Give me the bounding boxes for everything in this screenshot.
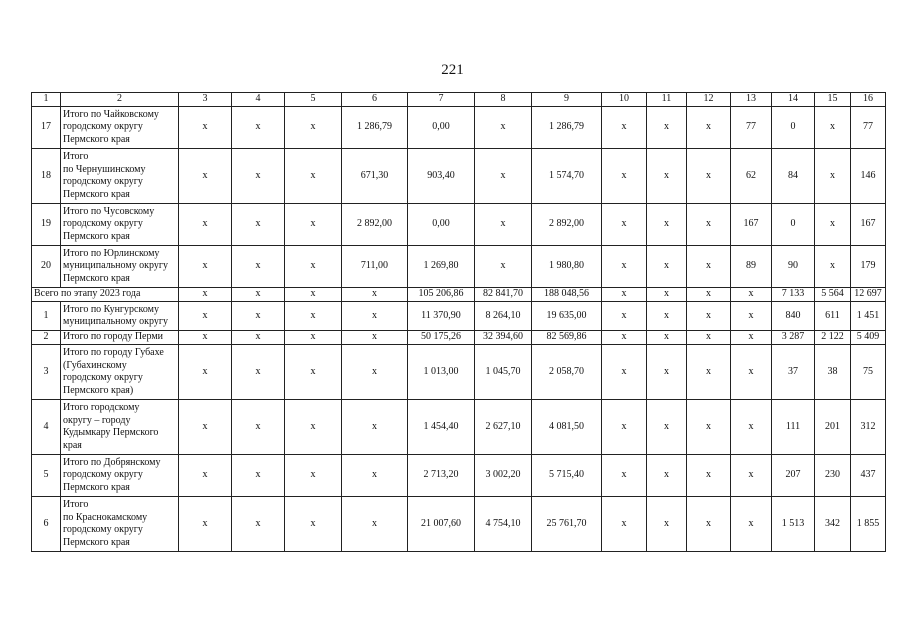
table-cell: 437 bbox=[851, 455, 886, 497]
table-cell: 5 564 bbox=[815, 288, 851, 302]
row-name: Итого по Чусовскому городскому округу Пермского края bbox=[61, 204, 179, 246]
table-cell: 89 bbox=[731, 246, 772, 288]
table-cell: 1 286,79 bbox=[532, 107, 602, 149]
table-cell: x bbox=[687, 288, 731, 302]
table-cell: x bbox=[687, 204, 731, 246]
table-cell: x bbox=[647, 288, 687, 302]
table-cell: 82 569,86 bbox=[532, 331, 602, 345]
table-cell: x bbox=[815, 149, 851, 204]
row-name: Итого по Кунгурскому муниципальному округу bbox=[61, 302, 179, 331]
table-cell: x bbox=[602, 107, 647, 149]
table-cell: x bbox=[687, 455, 731, 497]
table-cell: x bbox=[647, 246, 687, 288]
row-number: 17 bbox=[32, 107, 61, 149]
table-cell: 146 bbox=[851, 149, 886, 204]
table-cell: x bbox=[731, 331, 772, 345]
table-row bbox=[32, 149, 886, 204]
table-cell: x bbox=[179, 331, 232, 345]
table-cell: 1 269,80 bbox=[408, 246, 475, 288]
table-cell: 1 513 bbox=[772, 497, 815, 552]
table-cell: x bbox=[232, 400, 285, 455]
table-cell: 711,00 bbox=[342, 246, 408, 288]
table-cell: x bbox=[647, 400, 687, 455]
row-name: Итого по городу Губахе (Губахинскому городскому округу Пермского края) bbox=[61, 345, 179, 400]
table-cell: x bbox=[602, 204, 647, 246]
table-cell: x bbox=[602, 400, 647, 455]
table-cell: 188 048,56 bbox=[532, 288, 602, 302]
table-cell: 12 697 bbox=[851, 288, 886, 302]
table-cell: x bbox=[179, 288, 232, 302]
col-header: 1 bbox=[32, 93, 61, 107]
table-cell: x bbox=[687, 400, 731, 455]
table-cell: x bbox=[285, 204, 342, 246]
table-row bbox=[32, 400, 886, 455]
table-cell: x bbox=[475, 149, 532, 204]
row-name: Итого по Краснокамскому городскому округу Пермского края bbox=[61, 497, 179, 552]
table-cell: 62 bbox=[731, 149, 772, 204]
table-cell: x bbox=[602, 331, 647, 345]
table-row bbox=[32, 345, 886, 400]
table-cell: x bbox=[285, 400, 342, 455]
col-header: 13 bbox=[731, 93, 772, 107]
table-cell: x bbox=[687, 345, 731, 400]
table-cell: x bbox=[647, 149, 687, 204]
table-cell: 1 286,79 bbox=[342, 107, 408, 149]
table-cell: x bbox=[285, 149, 342, 204]
data-table bbox=[31, 92, 886, 552]
row-number: 1 bbox=[32, 302, 61, 331]
col-header: 8 bbox=[475, 93, 532, 107]
page-number: 221 bbox=[441, 62, 464, 78]
table-row bbox=[32, 204, 886, 246]
table-cell: 2 713,20 bbox=[408, 455, 475, 497]
table-cell: x bbox=[232, 288, 285, 302]
table-cell: x bbox=[731, 497, 772, 552]
row-number: 18 bbox=[32, 149, 61, 204]
table-cell: 37 bbox=[772, 345, 815, 400]
row-name: Итого по Юрлинскому муниципальному округу Пермского края bbox=[61, 246, 179, 288]
table-cell: 1 574,70 bbox=[532, 149, 602, 204]
table-cell: x bbox=[647, 497, 687, 552]
table-cell: 7 133 bbox=[772, 288, 815, 302]
table-cell: 1 013,00 bbox=[408, 345, 475, 400]
table-cell: x bbox=[342, 302, 408, 331]
table-cell: x bbox=[815, 107, 851, 149]
col-header: 7 bbox=[408, 93, 475, 107]
table-cell: x bbox=[602, 345, 647, 400]
table-row bbox=[32, 331, 886, 345]
table-cell: 50 175,26 bbox=[408, 331, 475, 345]
table-cell: x bbox=[687, 149, 731, 204]
col-header: 4 bbox=[232, 93, 285, 107]
table-cell: x bbox=[475, 204, 532, 246]
table-cell: x bbox=[602, 302, 647, 331]
table-cell: 1 855 bbox=[851, 497, 886, 552]
table-cell: x bbox=[232, 497, 285, 552]
table-cell: 3 287 bbox=[772, 331, 815, 345]
col-header: 3 bbox=[179, 93, 232, 107]
table-cell: x bbox=[179, 149, 232, 204]
table-cell: x bbox=[647, 302, 687, 331]
table-cell: x bbox=[285, 302, 342, 331]
table-cell: x bbox=[285, 497, 342, 552]
table-cell: 903,40 bbox=[408, 149, 475, 204]
table-cell: 2 122 bbox=[815, 331, 851, 345]
table-cell: x bbox=[602, 455, 647, 497]
table-cell: x bbox=[731, 302, 772, 331]
col-header: 11 bbox=[647, 93, 687, 107]
col-header: 2 bbox=[61, 93, 179, 107]
table-cell: 207 bbox=[772, 455, 815, 497]
table-cell: x bbox=[232, 345, 285, 400]
table-cell: x bbox=[602, 149, 647, 204]
col-header: 14 bbox=[772, 93, 815, 107]
table-cell: 19 635,00 bbox=[532, 302, 602, 331]
table-cell: x bbox=[179, 302, 232, 331]
table-cell: x bbox=[647, 345, 687, 400]
table-cell: x bbox=[342, 288, 408, 302]
table-cell: 1 454,40 bbox=[408, 400, 475, 455]
table-cell: 4 081,50 bbox=[532, 400, 602, 455]
table-cell: x bbox=[602, 497, 647, 552]
table-cell: x bbox=[232, 455, 285, 497]
table-cell: 0,00 bbox=[408, 204, 475, 246]
table-cell: 111 bbox=[772, 400, 815, 455]
row-name: Итого городскому округу – городу Кудымкару Пермского края bbox=[61, 400, 179, 455]
table-cell: x bbox=[731, 345, 772, 400]
table-cell: x bbox=[475, 107, 532, 149]
table-cell: 105 206,86 bbox=[408, 288, 475, 302]
table-cell: 312 bbox=[851, 400, 886, 455]
row-number: 19 bbox=[32, 204, 61, 246]
table-cell: 38 bbox=[815, 345, 851, 400]
table-cell: x bbox=[179, 246, 232, 288]
table-cell: 2 892,00 bbox=[342, 204, 408, 246]
table-cell: x bbox=[285, 288, 342, 302]
table-row bbox=[32, 497, 886, 552]
table-cell: x bbox=[475, 246, 532, 288]
table-cell: 5 715,40 bbox=[532, 455, 602, 497]
table-cell: x bbox=[342, 400, 408, 455]
table-cell: 167 bbox=[731, 204, 772, 246]
row-number: 20 bbox=[32, 246, 61, 288]
table-cell: x bbox=[687, 107, 731, 149]
table-cell: 84 bbox=[772, 149, 815, 204]
row-number: 3 bbox=[32, 345, 61, 400]
table-cell: x bbox=[342, 345, 408, 400]
table-row bbox=[32, 107, 886, 149]
table-cell: 671,30 bbox=[342, 149, 408, 204]
table-cell: x bbox=[815, 246, 851, 288]
col-header: 12 bbox=[687, 93, 731, 107]
table-cell: 8 264,10 bbox=[475, 302, 532, 331]
table-cell: 167 bbox=[851, 204, 886, 246]
row-name: Итого по Добрянскому городскому округу Пермского края bbox=[61, 455, 179, 497]
col-header: 6 bbox=[342, 93, 408, 107]
col-header: 5 bbox=[285, 93, 342, 107]
table-cell: x bbox=[285, 345, 342, 400]
table-cell: x bbox=[179, 107, 232, 149]
row-number: 4 bbox=[32, 400, 61, 455]
col-header: 10 bbox=[602, 93, 647, 107]
table-cell: 11 370,90 bbox=[408, 302, 475, 331]
table-cell: 25 761,70 bbox=[532, 497, 602, 552]
table-cell: x bbox=[285, 331, 342, 345]
table-cell: 230 bbox=[815, 455, 851, 497]
header-row bbox=[32, 93, 886, 107]
table-cell: x bbox=[342, 497, 408, 552]
table-cell: x bbox=[731, 400, 772, 455]
table-cell: 1 980,80 bbox=[532, 246, 602, 288]
row-number: 6 bbox=[32, 497, 61, 552]
table-cell: 201 bbox=[815, 400, 851, 455]
row-number: 5 bbox=[32, 455, 61, 497]
total-label: Всего по этапу 2023 года bbox=[32, 288, 179, 302]
table-cell: 611 bbox=[815, 302, 851, 331]
table-row bbox=[32, 246, 886, 288]
table-cell: x bbox=[602, 288, 647, 302]
table-cell: 1 451 bbox=[851, 302, 886, 331]
table-cell: 179 bbox=[851, 246, 886, 288]
table-cell: x bbox=[342, 455, 408, 497]
table-cell: x bbox=[232, 246, 285, 288]
col-header: 16 bbox=[851, 93, 886, 107]
row-name: Итого по Чайковскому городскому округу Пермского края bbox=[61, 107, 179, 149]
row-name: Итого по Чернушинскому городскому округу Пермского края bbox=[61, 149, 179, 204]
table-cell: x bbox=[232, 302, 285, 331]
table-cell: 840 bbox=[772, 302, 815, 331]
table-cell: 2 058,70 bbox=[532, 345, 602, 400]
table-cell: 75 bbox=[851, 345, 886, 400]
table-cell: x bbox=[232, 107, 285, 149]
table-row bbox=[32, 455, 886, 497]
table-cell: 342 bbox=[815, 497, 851, 552]
table-cell: 0 bbox=[772, 107, 815, 149]
col-header: 9 bbox=[532, 93, 602, 107]
table-cell: x bbox=[687, 302, 731, 331]
table-cell: x bbox=[285, 107, 342, 149]
table-cell: x bbox=[342, 331, 408, 345]
table-cell: x bbox=[179, 204, 232, 246]
table-cell: x bbox=[731, 455, 772, 497]
table-body bbox=[32, 107, 886, 552]
table-cell: 82 841,70 bbox=[475, 288, 532, 302]
table-cell: x bbox=[285, 455, 342, 497]
table-cell: 0,00 bbox=[408, 107, 475, 149]
table-cell: 2 892,00 bbox=[532, 204, 602, 246]
table-cell: 90 bbox=[772, 246, 815, 288]
table-cell: 5 409 bbox=[851, 331, 886, 345]
table-cell: 0 bbox=[772, 204, 815, 246]
table-cell: x bbox=[285, 246, 342, 288]
table-cell: 1 045,70 bbox=[475, 345, 532, 400]
total-row bbox=[32, 288, 886, 302]
row-number: 2 bbox=[32, 331, 61, 345]
table-cell: x bbox=[815, 204, 851, 246]
table-cell: 3 002,20 bbox=[475, 455, 532, 497]
table-cell: x bbox=[179, 497, 232, 552]
table-cell: x bbox=[687, 497, 731, 552]
table-cell: x bbox=[731, 288, 772, 302]
table-cell: x bbox=[647, 455, 687, 497]
table-cell: x bbox=[232, 149, 285, 204]
table-cell: x bbox=[179, 345, 232, 400]
table-cell: x bbox=[232, 204, 285, 246]
table-cell: x bbox=[647, 331, 687, 345]
table-cell: x bbox=[687, 246, 731, 288]
table-cell: 77 bbox=[731, 107, 772, 149]
table-cell: 4 754,10 bbox=[475, 497, 532, 552]
table-cell: x bbox=[647, 107, 687, 149]
table-row bbox=[32, 302, 886, 331]
table-cell: 2 627,10 bbox=[475, 400, 532, 455]
table-cell: x bbox=[647, 204, 687, 246]
table-cell: x bbox=[179, 455, 232, 497]
table-cell: x bbox=[179, 400, 232, 455]
table-cell: 21 007,60 bbox=[408, 497, 475, 552]
table-cell: 32 394,60 bbox=[475, 331, 532, 345]
table-cell: x bbox=[602, 246, 647, 288]
table-cell: 77 bbox=[851, 107, 886, 149]
col-header: 15 bbox=[815, 93, 851, 107]
table-cell: x bbox=[687, 331, 731, 345]
table-cell: x bbox=[232, 331, 285, 345]
row-name: Итого по городу Перми bbox=[61, 331, 179, 345]
